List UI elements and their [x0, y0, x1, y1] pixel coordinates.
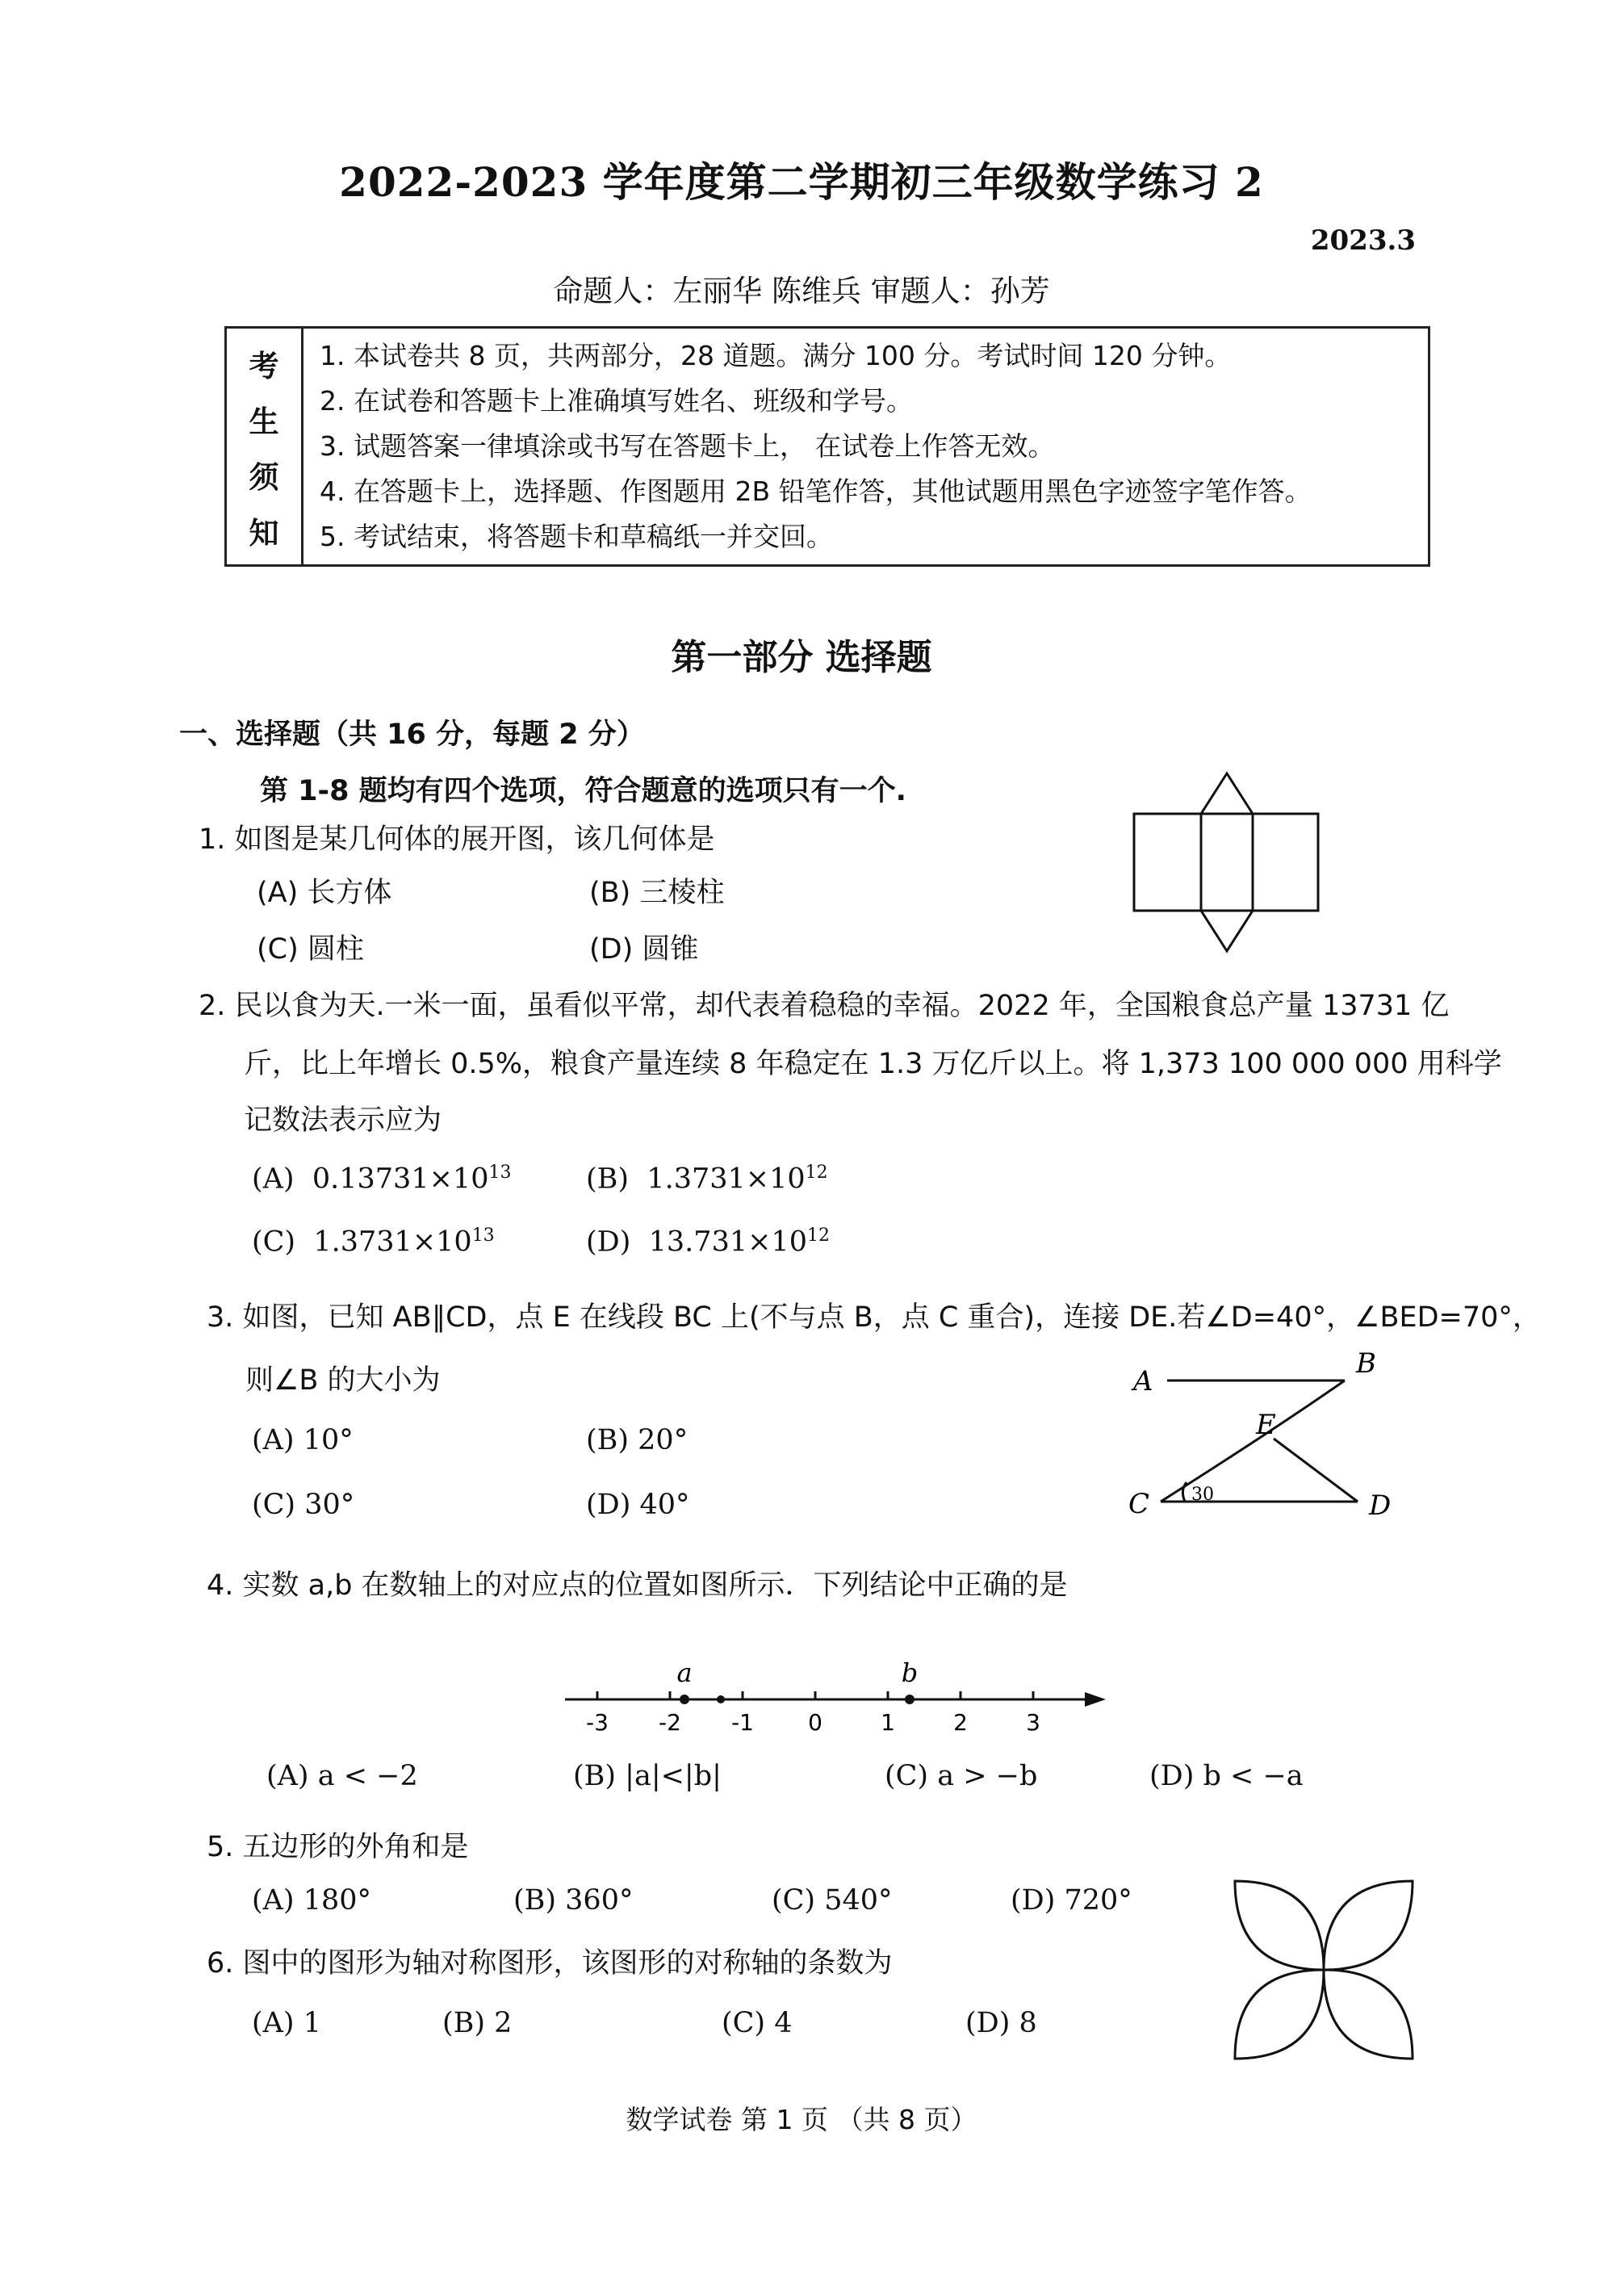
number-line-tick-label: 1 [881, 1709, 895, 1736]
notice-item: 3. 试题答案一律填涂或书写在答题卡上， 在试卷上作答无效。 [320, 430, 1055, 462]
q2-line2: 斤，比上年增长 0.5%，粮食产量连续 8 年稳定在 1.3 万亿斤以上。将 1,373 100 000 000 用科学 [244, 1048, 1502, 1080]
q3-line2: 则∠B 的大小为 [245, 1364, 441, 1397]
notice-heading-char: 知 [249, 515, 279, 551]
q1-option-b: (B) 三棱柱 [589, 877, 725, 909]
q1-option-a: (A) 长方体 [257, 877, 392, 909]
notice-items [303, 329, 1428, 564]
q5-option-d: (D) 720° [1011, 1884, 1132, 1917]
page-footer: 数学试卷 第 1 页 （共 8 页） [626, 2104, 977, 2135]
q2-option-a-label: (A) [252, 1163, 295, 1196]
fig-label-e: E [1256, 1409, 1276, 1441]
notice-heading-char: 须 [249, 459, 279, 495]
q2-option-d [586, 1226, 830, 1259]
q6-option-b: (B) 2 [442, 2007, 513, 2039]
number-line-tick-label: -2 [659, 1709, 681, 1736]
number-line-dot [717, 1695, 725, 1703]
q5-option-c: (C) 540° [772, 1884, 893, 1917]
q3-line1: 3. 如图，已知 AB∥CD，点 E 在线段 BC 上(不与点 B，点 C 重合)，连接 DE.若∠D=40°，∠BED=70°， [207, 1301, 1541, 1334]
q1-option-c: (C) 圆柱 [257, 933, 364, 966]
exam-date: 2023.3 [1310, 224, 1416, 257]
q2-option-d-exp: 12 [806, 1226, 830, 1246]
number-line-tick-label: 0 [808, 1709, 822, 1736]
fig-label-c: C [1128, 1488, 1150, 1520]
fig-label-a: A [1133, 1365, 1153, 1397]
q2-option-d-base: 13.731×10 [648, 1226, 807, 1259]
q2-line1: 2. 民以食为天.一米一面，虽看似平常，却代表着稳稳的幸福。2022 年，全国粮食总产量 13731 亿 [199, 990, 1450, 1022]
notice-heading-char: 考 [249, 348, 279, 383]
number-line-point-label-a: a [676, 1657, 693, 1688]
q2-option-d-label: (D) [586, 1226, 631, 1259]
q6-option-a: (A) 1 [252, 2007, 321, 2039]
number-line-figure [565, 1639, 1114, 1736]
part-title: 第一部分 选择题 [671, 637, 932, 678]
q6-stem: 6. 图中的图形为轴对称图形，该图形的对称轴的条数为 [207, 1947, 893, 1980]
notice-heading [227, 329, 303, 564]
q1-option-d: (D) 圆锥 [589, 933, 699, 966]
q4-stem: 4. 实数 a,b 在数轴上的对应点的位置如图所示．下列结论中正确的是 [207, 1569, 1068, 1602]
q6-option-c: (C) 4 [722, 2007, 793, 2039]
section-heading: 一、选择题（共 16 分，每题 2 分） [179, 719, 645, 751]
q4-option-b: (B) |a|<|b| [573, 1760, 722, 1792]
q4-option-c: (C) a > −b [885, 1760, 1038, 1792]
notice-heading-char: 生 [249, 404, 279, 439]
q2-option-a-base: 0.13731×10 [312, 1163, 489, 1196]
fig-label-b: B [1356, 1347, 1376, 1380]
q5-option-b: (B) 360° [513, 1884, 634, 1917]
number-line-tick-label: 2 [953, 1709, 968, 1736]
notice-item: 4. 在答题卡上，选择题、作图题用 2B 铅笔作答，其他试题用黑色字迹签字笔作答。 [320, 476, 1312, 507]
q2-option-b-label: (B) [586, 1163, 630, 1196]
number-line-tick-label: -1 [731, 1709, 754, 1736]
q4-option-a: (A) a < −2 [266, 1760, 418, 1792]
exam-title: 2022-2023 学年度第二学期初三年级数学练习 2 [339, 158, 1264, 206]
notice-item: 5. 考试结束，将答题卡和草稿纸一并交回。 [320, 521, 833, 552]
q2-option-b-exp: 12 [805, 1163, 828, 1183]
q2-option-c-exp: 13 [471, 1226, 495, 1246]
number-line-point-b [905, 1695, 915, 1704]
q5-stem: 5. 五边形的外角和是 [207, 1831, 469, 1863]
q2-option-a [252, 1163, 511, 1196]
q1-stem: 1. 如图是某几何体的展开图，该几何体是 [199, 823, 715, 856]
q6-option-d: (D) 8 [965, 2007, 1037, 2039]
number-line-tick-label: 3 [1026, 1709, 1040, 1736]
q2-option-b-base: 1.3731×10 [647, 1163, 806, 1196]
q3-option-c: (C) 30° [252, 1489, 355, 1521]
number-line-tick-label: -3 [586, 1709, 609, 1736]
exam-authors: 命题人：左丽华 陈维兵 审题人：孙芳 [553, 274, 1050, 308]
q2-option-c-label: (C) [252, 1226, 296, 1259]
exam-notice-box [224, 326, 1430, 567]
fig-angle-label: 30 [1191, 1485, 1214, 1505]
fig-label-d: D [1369, 1489, 1392, 1522]
q2-option-a-exp: 13 [488, 1163, 512, 1183]
section-note: 第 1-8 题均有四个选项，符合题意的选项只有一个. [260, 775, 906, 807]
notice-item: 1. 本试卷共 8 页，共两部分，28 道题。满分 100 分。考试时间 120 分钟。 [320, 340, 1232, 371]
four-petal-figure [1219, 1865, 1429, 2075]
q2-line3: 记数法表示应为 [244, 1104, 442, 1137]
q3-option-a: (A) 10° [252, 1424, 354, 1456]
q5-option-a: (A) 180° [252, 1884, 372, 1917]
q2-option-c-base: 1.3731×10 [313, 1226, 472, 1259]
q3-option-b: (B) 20° [586, 1424, 688, 1456]
number-line-point-a [680, 1695, 689, 1704]
q2-option-b [586, 1163, 828, 1196]
parallel-lines-figure [1114, 1340, 1404, 1534]
prism-net-figure [1130, 769, 1324, 962]
number-line-point-label-b: b [901, 1657, 919, 1688]
q3-option-d: (D) 40° [586, 1489, 690, 1521]
q2-option-c [252, 1226, 495, 1259]
notice-item: 2. 在试卷和答题卡上准确填写姓名、班级和学号。 [320, 385, 913, 417]
q4-option-d: (D) b < −a [1149, 1760, 1304, 1792]
